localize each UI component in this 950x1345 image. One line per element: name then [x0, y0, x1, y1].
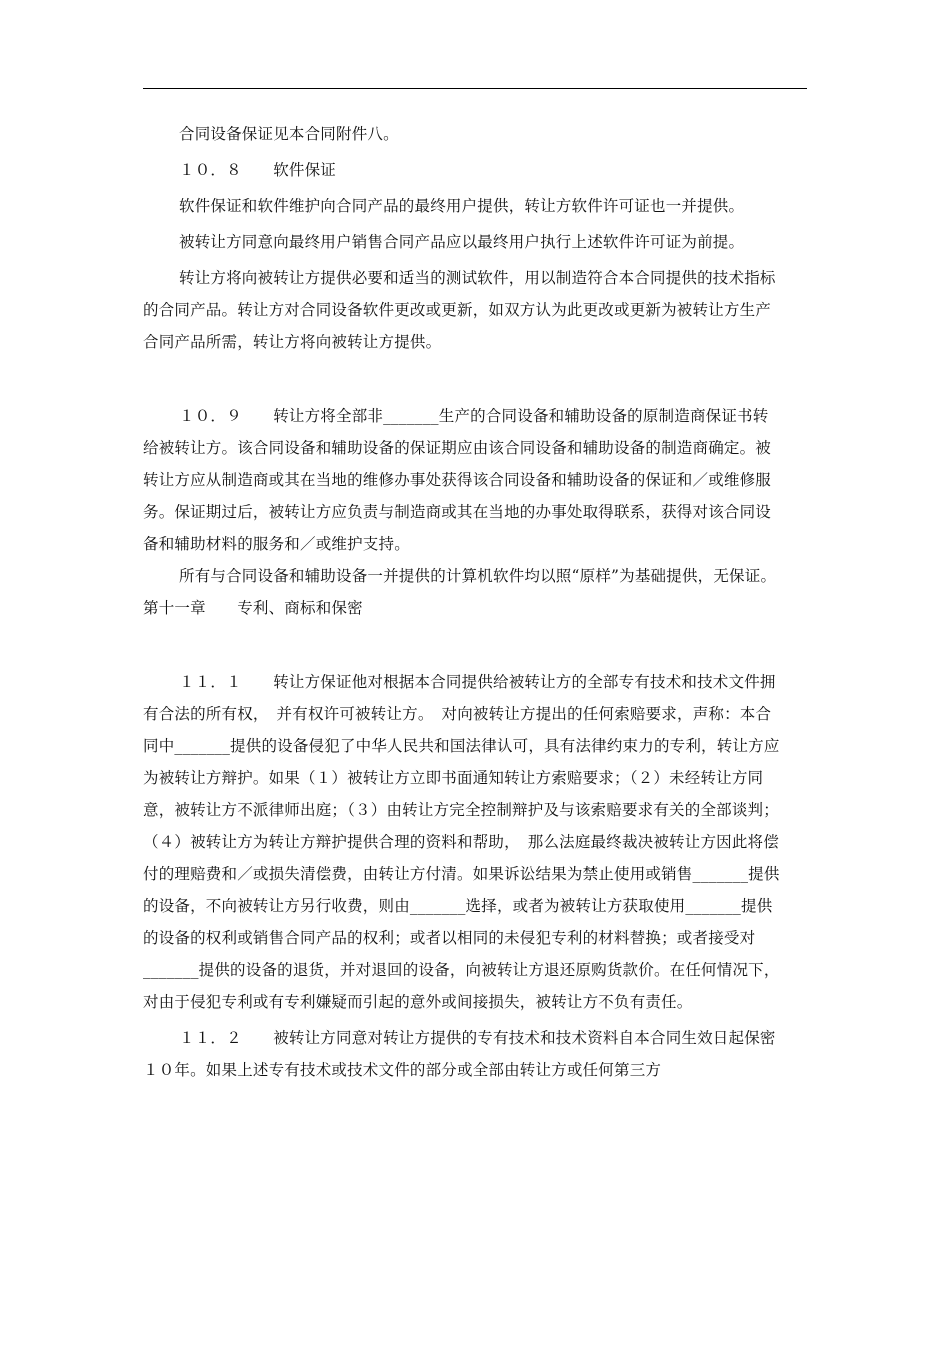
section-heading-10-8: １０．８ 软件保证: [179, 161, 337, 179]
paragraph-section-10-9: １０．９ 转让方将全部非_______生产的合同设备和辅助设备的原制造商保证书转给被转让方。该合同设备和辅助设备的保证期应由该合同设备和辅助设备的制造商确定。被转让方应从制造商或其在当地的维修办事处获得该合同设备和辅助设备的保证和／或维修服务。保证期过后，被转让方应负责与制造商或其在当地的办事处取得联系，获得对该合同设备和辅助材料的服务和／或维护支持。: [143, 407, 772, 553]
document-body: [143, 118, 783, 1086]
paragraph-test-software: 转让方将向被转让方提供必要和适当的测试软件，用以制造符合本合同提供的技术指标的合同产品。转让方对合同设备软件更改或更新，如双方认为此更改或更新为被转让方生产合同产品所需，转让方将向被转让方提供。: [143, 269, 776, 351]
spacer: [143, 358, 783, 400]
paragraph-software-as-is: 所有与合同设备和辅助设备一并提供的计算机软件均以照“原样”为基础提供，无保证。: [179, 567, 777, 585]
paragraph-section-11-1: １１．１ 转让方保证他对根据本合同提供给被转让方的全部专有技术和技术文件拥有合法的所有权， 并有权许可被转让方。 对向被转让方提出的任何索赔要求，声称：本合同中_______提供的设备侵犯了中华人民共和国法律认可，具有法律约束力的专利，转让方应为被转让方辩护。如果（１）被转让方立即书面通知转让方索赔要求；（２）未经转让方同意，被转让方不派律师出庭；（３）由转让方完全控制辩护及与该索赔要求有关的全部谈判；（４）被转让方为转让方辩护提供合理的资料和帮助， 那么法庭最终裁决被转让方因此将偿付的理赔费和／或损失清偿费，由转让方付清。如果诉讼结果为禁止使用或销售_______提供的设备，不向被转让方另行收费，则由_______选择，或者为被转让方获取使用_______提供的设备的权利或销售合同产品的权利；或者以相同的未侵犯专利的材料替换；或者接受对_______提供的设备的退货，并对退回的设备，向被转让方退还原购货款价。在任何情况下，对由于侵犯专利或有专利嫌疑而引起的意外或间接损失，被转让方不负有责任。: [143, 673, 780, 1011]
chapter-11-title: 第十一章 专利、商标和保密: [143, 599, 363, 617]
paragraph-warranty-annex: 合同设备保证见本合同附件八。: [179, 125, 399, 143]
paragraph-license-precondition: 被转让方同意向最终用户销售合同产品应以最终用户执行上述软件许可证为前提。: [179, 233, 745, 251]
paragraph-software-warranty: 软件保证和软件维护向合同产品的最终用户提供，转让方软件许可证也一并提供。: [179, 197, 745, 215]
paragraph-section-11-2: １１．２ 被转让方同意对转让方提供的专有技术和技术资料自本合同生效日起保密１０年。如果上述专有技术或技术文件的部分或全部由转让方或任何第三方: [143, 1029, 776, 1079]
header-rule: [143, 88, 807, 89]
spacer: [143, 624, 783, 666]
